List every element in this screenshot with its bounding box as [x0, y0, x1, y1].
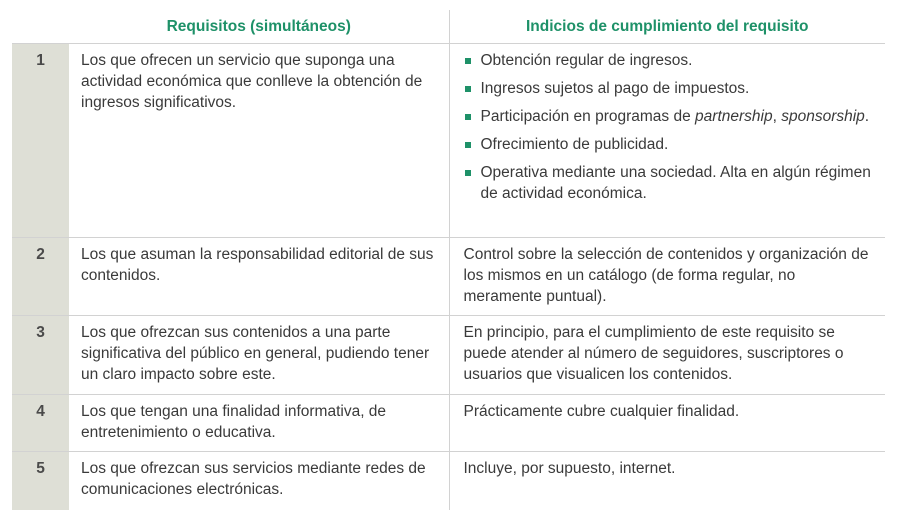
table-row [12, 316, 885, 395]
row-number: 5 [12, 452, 69, 510]
requirement-text: Los que tengan una finalidad informativa, de entretenimiento o educativa. [69, 395, 449, 452]
row-number: 4 [12, 395, 69, 452]
table-row [12, 238, 885, 316]
indicator-text: Control sobre la selección de contenidos y organización de los mismos en un catálogo (de forma regular, no meramente puntual). [449, 238, 885, 316]
requirement-text: Los que ofrecen un servicio que suponga una actividad económica que conlleve la obtención de ingresos significativos. [69, 44, 449, 238]
list-item: Ofrecimiento de publicidad. [464, 134, 876, 155]
square-bullet-icon [465, 114, 471, 120]
indicator-text: En principio, para el cumplimiento de este requisito se puede atender al número de seguidores, suscriptores o usuarios que visualicen los contenidos. [449, 316, 885, 395]
row-number: 1 [12, 44, 69, 238]
indicator-cell [449, 44, 885, 238]
list-item: Ingresos sujetos al pago de impuestos. [464, 78, 876, 99]
table-row [12, 452, 885, 510]
square-bullet-icon [465, 142, 471, 148]
list-item: Operativa mediante una sociedad. Alta en algún régimen de actividad económica. [464, 162, 876, 204]
header-number-spacer [12, 10, 69, 44]
table-row [12, 44, 885, 238]
header-requirements: Requisitos (simultáneos) [166, 17, 351, 35]
table-row [12, 395, 885, 452]
requirement-text: Los que asuman la responsabilidad editorial de sus contenidos. [69, 238, 449, 316]
square-bullet-icon [465, 58, 471, 64]
indicator-list [464, 50, 876, 204]
square-bullet-icon [465, 86, 471, 92]
list-item: Obtención regular de ingresos. [464, 50, 876, 71]
header-indicators: Indicios de cumplimiento del requisito [449, 10, 885, 44]
square-bullet-icon [465, 170, 471, 176]
requirement-text: Los que ofrezcan sus servicios mediante redes de comunicaciones electrónicas. [69, 452, 449, 510]
indicator-text: Incluye, por supuesto, internet. [449, 452, 885, 510]
indicator-text: Prácticamente cubre cualquier finalidad. [449, 395, 885, 452]
requirements-table [12, 10, 885, 510]
table-header [12, 10, 885, 44]
list-item: Participación en programas de partnership, sponsorship. [464, 106, 876, 127]
requirement-text: Los que ofrezcan sus contenidos a una parte significativa del público en general, pudiendo tener un claro impacto sobre este. [69, 316, 449, 395]
row-number: 3 [12, 316, 69, 395]
row-number: 2 [12, 238, 69, 316]
